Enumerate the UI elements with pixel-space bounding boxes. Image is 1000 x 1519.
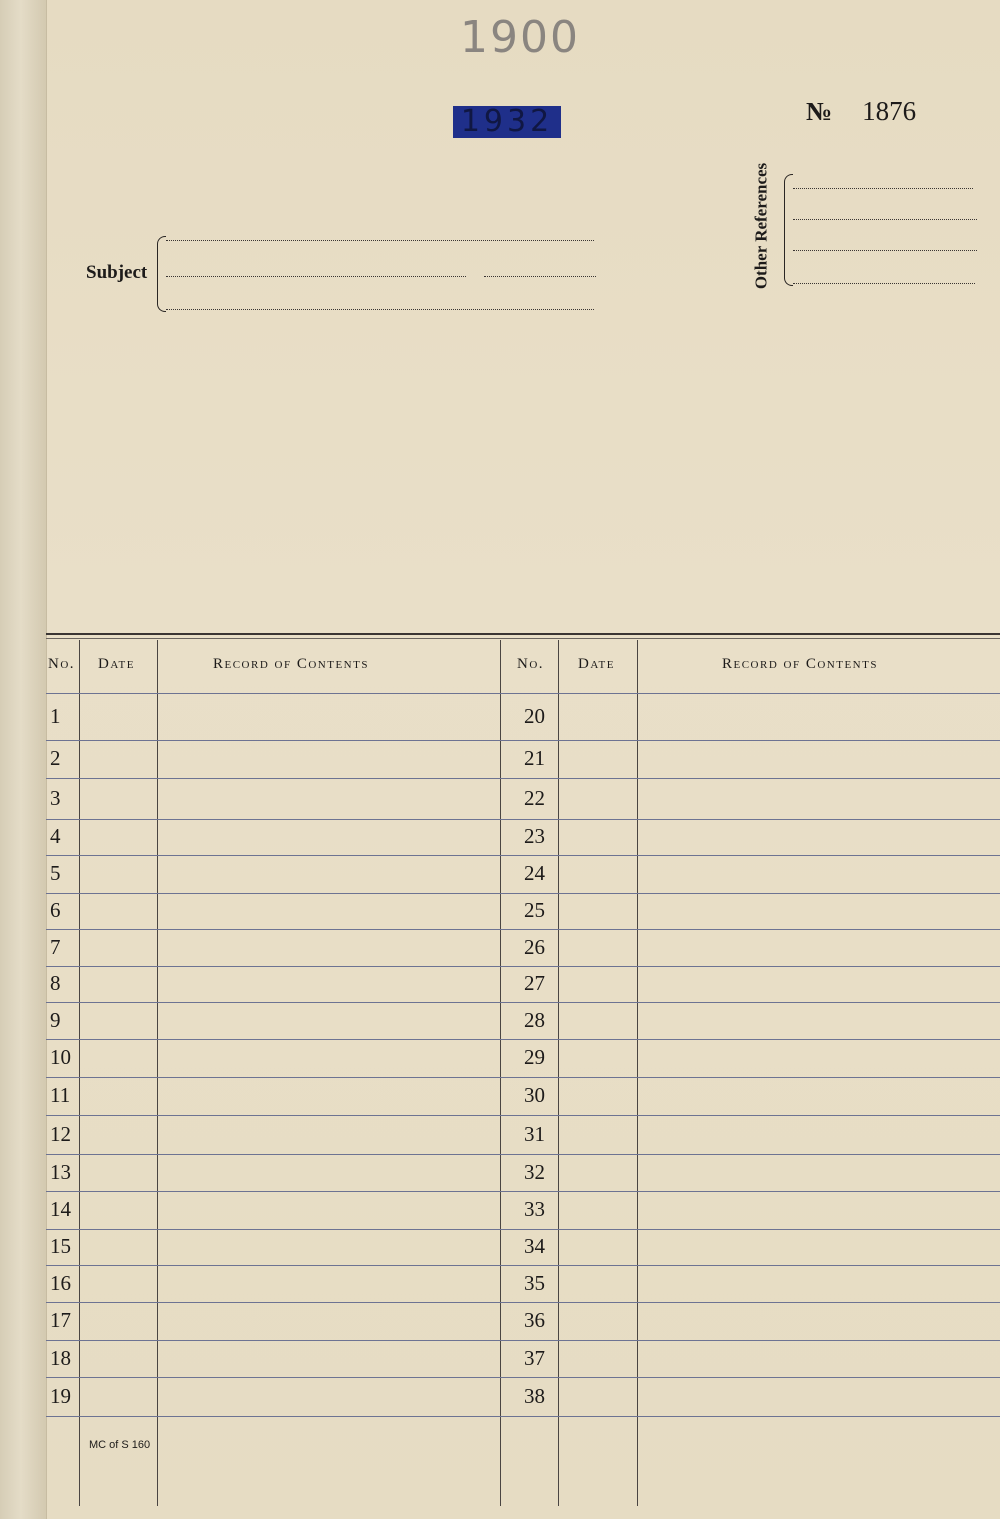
reference-line-2[interactable] <box>793 219 977 220</box>
row-number: 5 <box>50 861 61 885</box>
row-number: 12 <box>50 1121 71 1146</box>
header-record-left: Record of Contents <box>213 656 369 672</box>
row-number: 3 <box>50 785 61 810</box>
header-record-right: Record of Contents <box>722 656 878 672</box>
row-rule <box>46 1077 1000 1078</box>
row-number: 19 <box>50 1383 71 1408</box>
row-number: 33 <box>524 1197 545 1221</box>
row-number: 38 <box>524 1383 545 1408</box>
subject-brace <box>157 236 166 312</box>
row-number: 13 <box>50 1159 71 1184</box>
file-number-label: № <box>806 97 833 126</box>
row-number: 25 <box>524 898 545 922</box>
row-rule <box>46 778 1000 779</box>
row-number: 31 <box>524 1121 545 1146</box>
row-rule <box>46 1302 1000 1303</box>
row-number: 32 <box>524 1159 545 1184</box>
row-rule <box>46 1191 1000 1192</box>
blue-year-stamp: 1932 <box>453 106 561 138</box>
row-rule <box>46 855 1000 856</box>
row-rule <box>46 1377 1000 1378</box>
row-number: 6 <box>50 898 61 922</box>
row-rule <box>46 1229 1000 1230</box>
reference-line-4[interactable] <box>793 283 975 284</box>
row-number: 23 <box>524 824 545 848</box>
reference-line-3[interactable] <box>793 250 977 251</box>
row-number: 22 <box>524 785 545 810</box>
table-top-rule-thin <box>46 638 1000 639</box>
row-rule <box>46 966 1000 967</box>
subject-line-1[interactable] <box>166 240 594 241</box>
table-top-rule <box>46 633 1000 635</box>
row-number: 26 <box>524 934 545 959</box>
row-number: 27 <box>524 971 545 995</box>
row-rule <box>46 1416 1000 1417</box>
other-references-brace <box>784 174 793 286</box>
row-number: 10 <box>50 1045 71 1069</box>
row-number: 20 <box>524 703 545 728</box>
header-date-right: Date <box>578 656 615 672</box>
row-rule <box>46 1002 1000 1003</box>
subject-line-3[interactable] <box>166 309 594 310</box>
row-rule <box>46 693 1000 694</box>
row-number: 9 <box>50 1007 61 1032</box>
row-number: 8 <box>50 971 61 995</box>
other-references-label: Other References <box>751 162 771 290</box>
spine-binding <box>0 0 47 1519</box>
row-rule <box>46 1154 1000 1155</box>
file-number-value: 1876 <box>862 96 917 126</box>
subject-line-2b[interactable] <box>484 276 596 277</box>
row-number: 2 <box>50 746 61 770</box>
row-number: 16 <box>50 1270 71 1295</box>
year-stamp: 1900 <box>460 12 580 63</box>
row-number: 1 <box>50 703 61 728</box>
header-no-left: No. <box>48 656 76 672</box>
row-number: 15 <box>50 1234 71 1258</box>
row-rule <box>46 1265 1000 1266</box>
row-number: 18 <box>50 1345 71 1370</box>
form-code: MC of S 160 <box>89 1439 151 1451</box>
row-rule <box>46 1039 1000 1040</box>
header-no-right: No. <box>517 656 545 672</box>
file-number <box>806 96 916 127</box>
row-number: 11 <box>50 1083 71 1107</box>
row-number: 7 <box>50 934 61 959</box>
row-number: 37 <box>524 1345 545 1370</box>
row-number: 29 <box>524 1045 545 1069</box>
row-number: 4 <box>50 824 61 848</box>
row-rule <box>46 819 1000 820</box>
row-number: 14 <box>50 1197 71 1221</box>
subject-line-2[interactable] <box>166 276 466 277</box>
row-number: 24 <box>524 861 545 885</box>
row-rule <box>46 740 1000 741</box>
row-number: 35 <box>524 1270 545 1295</box>
subject-label: Subject <box>86 262 148 283</box>
row-number: 17 <box>50 1308 71 1332</box>
row-number: 36 <box>524 1308 545 1332</box>
row-rule <box>46 1115 1000 1116</box>
row-number: 21 <box>524 746 545 770</box>
reference-line-1[interactable] <box>793 188 973 189</box>
header-date-left: Date <box>98 656 135 672</box>
row-rule <box>46 1340 1000 1341</box>
row-number: 34 <box>524 1234 545 1258</box>
row-rule <box>46 929 1000 930</box>
row-number: 28 <box>524 1007 545 1032</box>
row-number: 30 <box>524 1083 545 1107</box>
row-rule <box>46 893 1000 894</box>
